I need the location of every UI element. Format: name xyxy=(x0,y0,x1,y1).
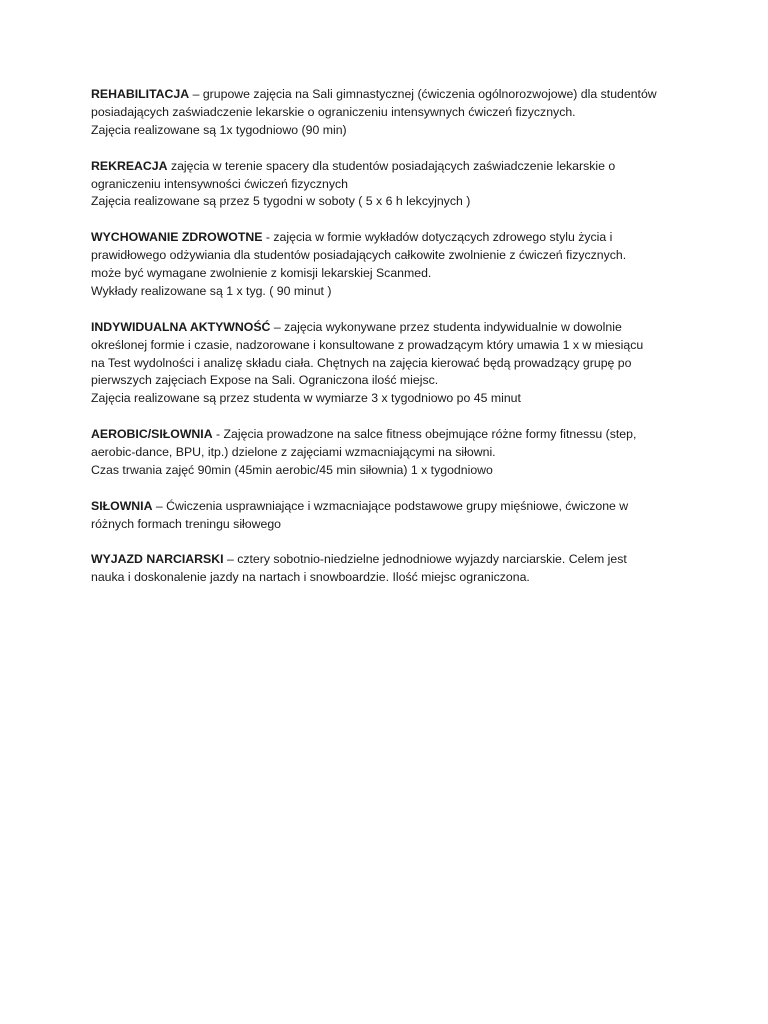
text-line xyxy=(91,86,691,104)
section-heading: SIŁOWNIA xyxy=(91,498,153,513)
text-line xyxy=(91,158,691,176)
section-text-fragment: - Zajęcia prowadzone na salce fitness obejmujące różne formy fitnessu (step, xyxy=(212,427,637,442)
text-line xyxy=(91,426,691,444)
section-text xyxy=(91,551,691,587)
text-line: ograniczeniu intensywności ćwiczeń fizycznych xyxy=(91,176,348,191)
text-line: nauka i doskonalenie jazdy na nartach i snowboardzie. Ilość miejsc ograniczona. xyxy=(91,570,530,585)
section-heading: REKREACJA xyxy=(91,158,168,173)
text-line: posiadających zaświadczenie lekarskie o ograniczeniu intensywnych ćwiczeń fizycznych. xyxy=(91,104,576,119)
text-line: określonej formie i czasie, nadzorowane i konsultowane z prowadzącym który umawia 1 x w miesiącu xyxy=(91,337,644,352)
section-heading: REHABILITACJA xyxy=(91,87,190,101)
text-line: Zajęcia realizowane są przez studenta w wymiarze 3 x tygodniowo po 45 minut xyxy=(91,391,521,406)
text-line xyxy=(91,229,691,247)
section-silownia xyxy=(91,498,691,534)
text-line: Zajęcia realizowane są przez 5 tygodni w soboty ( 5 x 6 h lekcyjnych ) xyxy=(91,194,471,209)
section-text xyxy=(91,86,691,140)
section-text xyxy=(91,426,691,480)
text-line: Zajęcia realizowane są 1x tygodniowo (90 min) xyxy=(91,122,347,137)
text-line: na Test wydolności i analizę składu ciała. Chętnych na zajęcia kierować będą prowadzący grupę po xyxy=(91,355,632,370)
section-text xyxy=(91,158,691,212)
text-line xyxy=(91,551,691,569)
section-text-fragment: – grupowe zajęcia na Sali gimnastycznej (ćwiczenia ogólnorozwojowe) dla studentów xyxy=(189,87,657,101)
text-line: prawidłowego odżywiania dla studentów posiadających całkowite zwolnienie z ćwiczeń fizycznych. xyxy=(91,248,627,263)
text-line: różnych formach treningu siłowego xyxy=(91,516,282,531)
section-text-fragment: – Ćwiczenia usprawniające i wzmacniające podstawowe grupy mięśniowe, ćwiczone w xyxy=(152,498,629,513)
text-line: aerobic-dance, BPU, itp.) dzielone z zajęciami wzmacniającymi na siłowni. xyxy=(91,445,496,460)
text-line: Wykłady realizowane są 1 x tyg. ( 90 minut ) xyxy=(91,283,332,298)
section-text xyxy=(91,498,691,534)
section-text-fragment: zajęcia w terenie spacery dla studentów posiadających zaświadczenie lekarskie o xyxy=(167,158,616,173)
section-text xyxy=(91,229,691,301)
section-rekreacja xyxy=(91,158,691,212)
text-line: może być wymagane zwolnienie z komisji lekarskiej Scanmed. xyxy=(91,266,432,281)
section-heading: WYJAZD NARCIARSKI xyxy=(91,552,224,567)
section-text-fragment: – cztery sobotnio-niedzielne jednodniowe wyjazdy narciarskie. Celem jest xyxy=(223,552,627,567)
text-line: pierwszych zajęciach Expose na Sali. Ograniczona ilość miejsc. xyxy=(91,373,439,388)
document-page xyxy=(91,86,691,605)
section-heading: AEROBIC/SIŁOWNIA xyxy=(91,427,213,442)
section-text-fragment: – zajęcia wykonywane przez studenta indywidualnie w dowolnie xyxy=(270,319,622,334)
text-line xyxy=(91,319,691,337)
section-heading: INDYWIDUALNA AKTYWNOŚĆ xyxy=(91,319,271,334)
section-text xyxy=(91,319,691,409)
section-aerobic-silownia xyxy=(91,426,691,480)
section-indywidualna-aktywnosc xyxy=(91,319,691,409)
section-rehabilitacja xyxy=(91,86,691,140)
section-wychowanie-zdrowotne xyxy=(91,229,691,301)
section-wyjazd-narciarski xyxy=(91,551,691,587)
text-line: Czas trwania zajęć 90min (45min aerobic/45 min siłownia) 1 x tygodniowo xyxy=(91,462,493,477)
text-line xyxy=(91,498,691,516)
section-heading: WYCHOWANIE ZDROWOTNE xyxy=(91,230,263,245)
section-text-fragment: - zajęcia w formie wykładów dotyczących zdrowego stylu życia i xyxy=(262,230,613,245)
